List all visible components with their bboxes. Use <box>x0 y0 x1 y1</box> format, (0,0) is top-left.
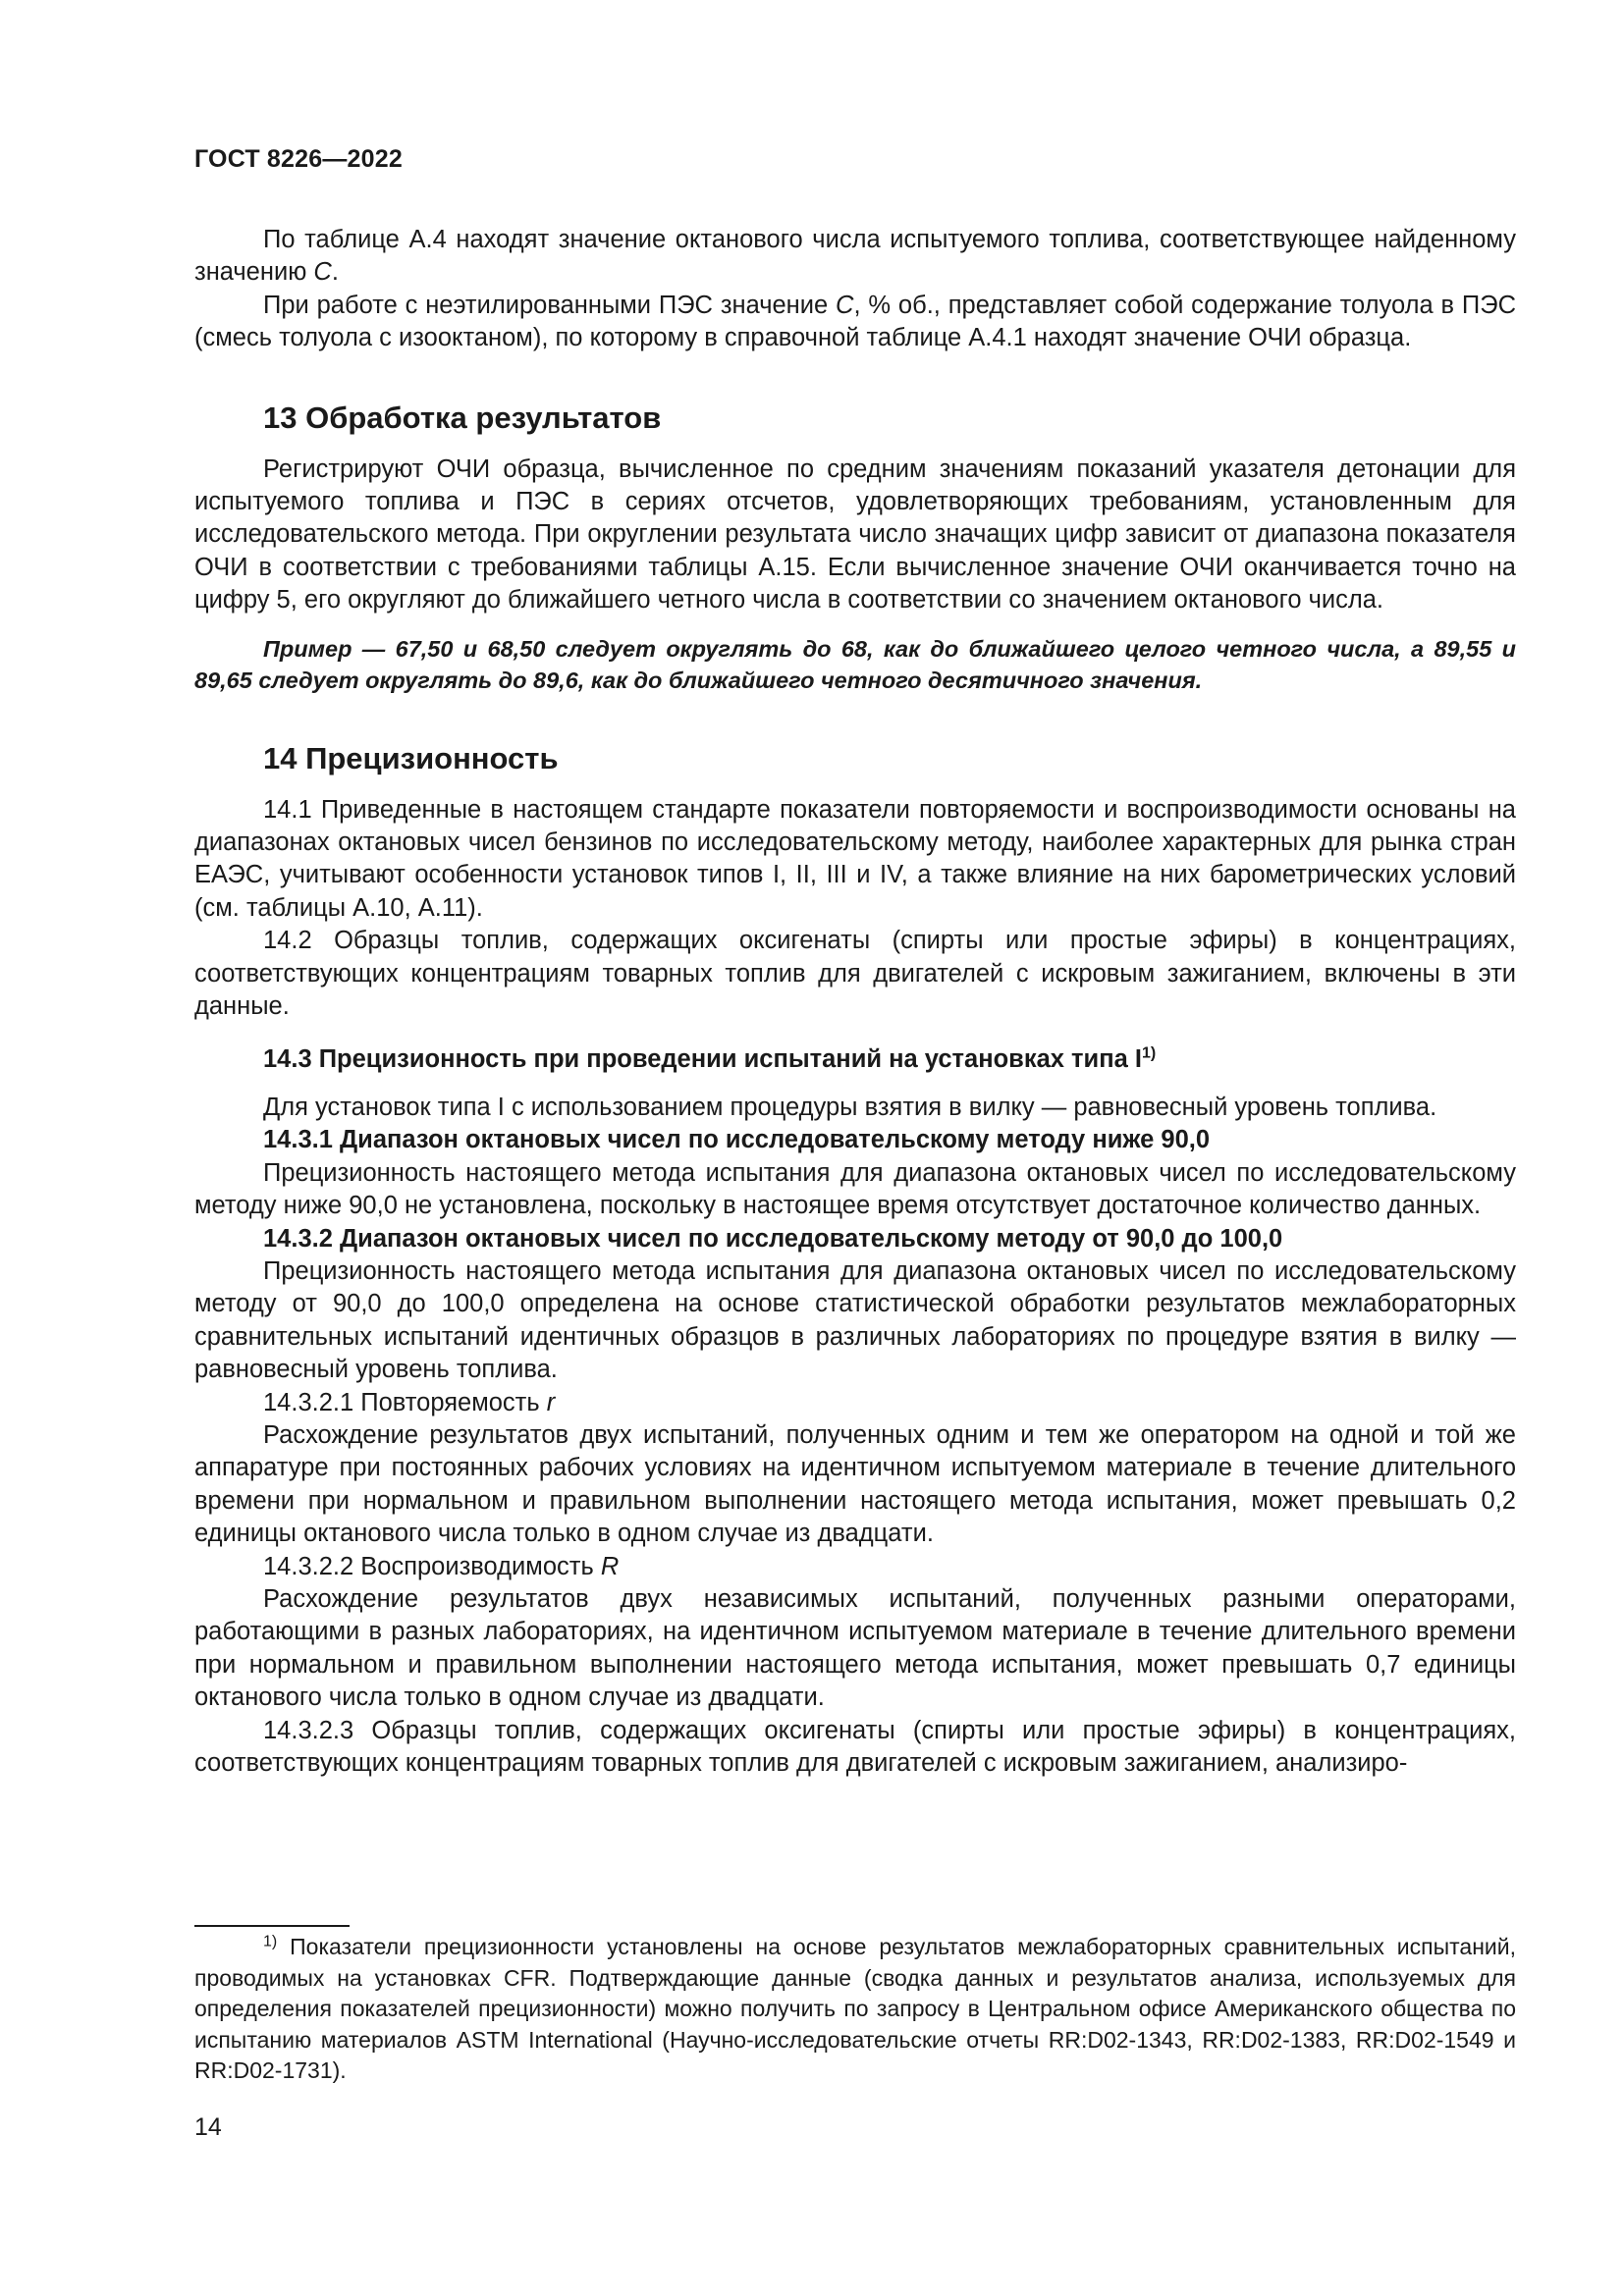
variable: r <box>546 1388 556 1416</box>
subsection-14-3-2-1-title <box>194 1387 1516 1419</box>
document-body <box>194 224 1516 1780</box>
footnote-ref[interactable]: 1) <box>1141 1044 1157 1061</box>
text: По таблице А.4 находят значение октанового числа испытуемого топлива, соответствующее найденному значению <box>194 226 1516 287</box>
text: , % об., представляет собой содержание толуола в ПЭС (смесь толуола с изооктаном), по которому в справочной таблице А.4.1 находят значение ОЧИ образца. <box>194 291 1516 352</box>
section-13-text: Регистрируют ОЧИ образца, вычисленное по средним значениям показаний указателя детонации для испытуемого топлива и ПЭС в сериях отсчетов, удовлетворяющих требованиям, установленным для исследовательского метода. При округлении результата число значащих цифр зависит от диапазона показателя ОЧИ в соответствии с требованиями таблицы А.15. Если вычисленное значение ОЧИ оканчивается точно на цифру 5, его округляют до ближайшего четного числа в соответствии со значением октанового числа. <box>194 454 1516 614</box>
text: . <box>331 258 339 287</box>
text: 14.3 Прецизионность при проведении испытаний на установках типа I <box>263 1044 1142 1073</box>
example: Пример — 67,50 и 68,50 следует округлять до 68, как до ближайшего целого четного числа, а 89,55 и 89,65 следует округлять до 89,6, как до ближайшего четного десятичного значения. <box>194 635 1516 693</box>
variable: C <box>836 291 854 319</box>
paragraph-14-3-1: Прецизионность настоящего метода испытания для диапазона октановых чисел по исследовательскому методу ниже 90,0 не установлена, поскольку в настоящее время отсутствует достаточное количество данных. <box>194 1158 1516 1220</box>
paragraph <box>194 290 1516 355</box>
footnote <box>194 1932 1516 2087</box>
subsection-14-3-2-2-title <box>194 1551 1516 1583</box>
text: 14.3.2.2 Воспроизводимость <box>263 1552 601 1580</box>
footnote-text: Показатели прецизионности установлены на основе результатов межлабораторных сравнительных испытаний, проводимых на установках CFR. Подтверждающие данные (сводка данных и результатов анализа, используемых для определения показателей прецизионности) можно получить по запросу в Центральном офисе Американского общества по испытанию материалов ASTM International (Научно-исследовательские отчеты RR:D02-1343, RR:D02-1383, RR:D02-1549 и RR:D02-1731). <box>194 1934 1516 2083</box>
section-13-title: 13 Обработка результатов <box>263 400 662 435</box>
paragraph-14-1: 14.1 Приведенные в настоящем стандарте показатели повторяемости и воспроизводимости основаны на диапазонах октановых чисел бензинов по исследовательскому методу, наиболее характерных для рынка стран ЕАЭС, учитывают особенности установок типов I, II, III и IV, а также влияние на них барометрических условий (см. таблицы А.10, А.11). <box>194 795 1516 922</box>
document-header: ГОСТ 8226—2022 <box>194 145 403 173</box>
variable: C <box>313 258 332 287</box>
page-number: 14 <box>194 2113 222 2141</box>
footnote-marker: 1) <box>263 1933 278 1950</box>
paragraph <box>194 224 1516 290</box>
paragraph-14-3-2: Прецизионность настоящего метода испытания для диапазона октановых чисел по исследовательскому методу от 90,0 до 100,0 определена на основе статистической обработки результатов межлабораторных сравнительных испытаний идентичных образцов в различных лабораториях по процедуре взятия в вилку — равновесный уровень топлива. <box>194 1256 1516 1384</box>
subsection-14-3-title <box>194 1043 1516 1076</box>
text: 14.3.2.1 Повторяемость <box>263 1388 547 1416</box>
paragraph-14-3-2-1: Расхождение результатов двух испытаний, полученных одним и тем же оператором на одной и той же аппаратуре при постоянных рабочих условиях на идентичном испытуемом материале в течение длительного времени при нормальном и правильном выполнении настоящего метода испытания, может превышать 0,2 единицы октанового числа только в одном случае из двадцати. <box>194 1420 1516 1548</box>
text: При работе с неэтилированными ПЭС значение <box>263 291 837 319</box>
paragraph-14-3-2-2: Расхождение результатов двух независимых испытаний, полученных разными операторами, работающими в разных лабораториях, на идентичном испытуемом материале в течение длительного времени при нормальном и правильном выполнении настоящего метода испытания, может превышать 0,7 единицы октанового числа только в одном случае из двадцати. <box>194 1585 1516 1712</box>
variable: R <box>600 1552 620 1580</box>
paragraph-14-3-2-3: 14.3.2.3 Образцы топлив, содержащих оксигенаты (спирты или простые эфиры) в концентрациях, соответствующих концентрациям товарных топлив для двигателей с искровым зажиганием, анализиро- <box>194 1716 1516 1778</box>
subsection-14-3-1-title: 14.3.1 Диапазон октановых чисел по исследовательскому методу ниже 90,0 <box>263 1126 1211 1154</box>
paragraph-14-3: Для установок типа I с использованием процедуры взятия в вилку — равновесный уровень топлива. <box>263 1093 1437 1121</box>
subsection-14-3-2-title: 14.3.2 Диапазон октановых чисел по исследовательскому методу от 90,0 до 100,0 <box>263 1224 1283 1253</box>
footnote-divider <box>194 1925 350 1927</box>
section-14-title: 14 Прецизионность <box>263 740 559 775</box>
paragraph-14-2: 14.2 Образцы топлив, содержащих оксигенаты (спирты или простые эфиры) в концентрациях, соответствующих концентрациям товарных топлив для двигателей с искровым зажиганием, включены в эти данные. <box>194 927 1516 1021</box>
